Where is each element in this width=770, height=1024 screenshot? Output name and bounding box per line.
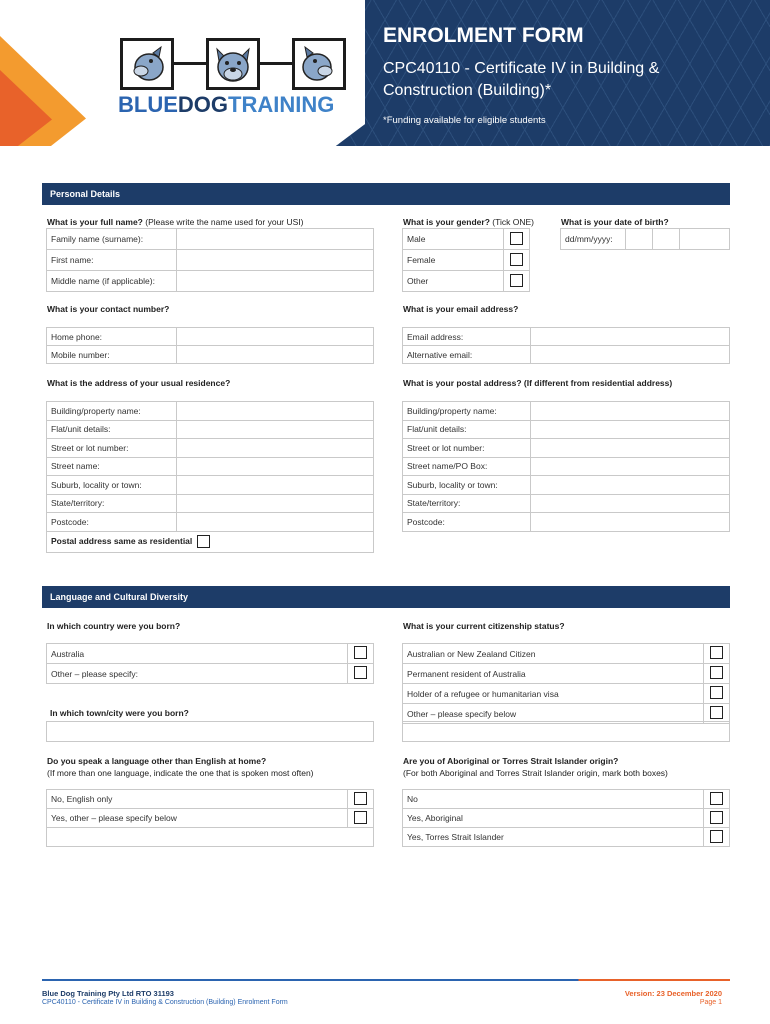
res-state-input[interactable] [177,494,374,513]
residence-table [46,401,374,553]
family-name-input[interactable] [177,229,374,250]
middle-name-input[interactable] [177,271,374,292]
post-state-label: State/territory: [403,494,531,513]
brand-dog: DOG [177,92,229,117]
question-country-born: In which country were you born? [47,621,181,631]
family-name-label: Family name (surname): [47,229,177,250]
question-email: What is your email address? [403,304,519,314]
country-australia-checkbox[interactable] [354,646,367,659]
post-suburb-label: Suburb, locality or town: [403,476,531,495]
question-town-born: In which town/city were you born? [50,708,189,718]
country-australia-label: Australia [47,644,348,664]
middle-name-label: Middle name (if applicable): [47,271,177,292]
dog-profile-right-icon [292,38,346,90]
origin-aboriginal-label: Yes, Aboriginal [403,809,704,828]
home-phone-label: Home phone: [47,328,177,346]
town-table [46,721,374,742]
post-street-name-input[interactable] [531,457,730,476]
name-table [46,228,374,292]
origin-no-checkbox[interactable] [710,792,723,805]
footer-page-number: Page 1 [699,999,722,1006]
logo-connector [260,62,292,65]
gender-other-checkbox[interactable] [510,274,523,287]
section-language-diversity: Language and Cultural Diversity [42,586,730,608]
email-table [402,327,730,364]
res-suburb-input[interactable] [177,476,374,495]
post-building-label: Building/property name: [403,402,531,421]
form-title: ENROLMENT FORM [383,24,584,47]
language-english-label: No, English only [47,790,348,809]
res-street-name-label: Street name: [47,457,177,476]
post-postcode-label: Postcode: [403,513,531,532]
mobile-label: Mobile number: [47,346,177,364]
origin-no-label: No [403,790,704,809]
citizen-au-nz-checkbox[interactable] [710,646,723,659]
country-table [46,643,374,684]
footer-doc-title: CPC40110 - Certificate IV in Building & Construction (Building) Enrolment Form [42,999,288,1006]
postal-table [402,401,730,532]
post-postcode-input[interactable] [531,513,730,532]
post-street-number-label: Street or lot number: [403,439,531,458]
question-contact: What is your contact number? [47,304,170,314]
dob-input-1[interactable] [626,229,653,250]
question-language: Do you speak a language other than English at home? [47,756,267,766]
language-table [46,789,374,847]
citizen-pr-label: Permanent resident of Australia [403,664,704,684]
first-name-label: First name: [47,250,177,271]
home-phone-input[interactable] [177,328,374,346]
question-gender: What is your gender? (Tick ONE) [403,217,534,227]
question-origin: Are you of Aboriginal or Torres Strait Islander origin? [403,756,619,766]
header-banner [0,0,770,146]
citizen-other-checkbox[interactable] [710,706,723,719]
question-postal: What is your postal address? (If different from residential address) [403,378,673,388]
citizen-refugee-checkbox[interactable] [710,686,723,699]
brand-blue: BLUE [118,92,178,117]
dog-front-icon [206,38,260,90]
town-input[interactable] [47,722,374,742]
citizenship-table [402,643,730,724]
citizen-other-label: Other – please specify below [403,704,704,724]
gender-female-label: Female [403,250,504,271]
country-other-checkbox[interactable] [354,666,367,679]
citizenship-specify-input[interactable] [403,722,730,742]
alt-email-label: Alternative email: [403,346,531,364]
language-other-label: Yes, other – please specify below [47,809,348,828]
origin-tsi-label: Yes, Torres Strait Islander [403,828,704,847]
language-english-checkbox[interactable] [354,792,367,805]
res-state-label: State/territory: [47,494,177,513]
footer-org: Blue Dog Training Pty Ltd RTO 31193 [42,989,174,998]
mobile-input[interactable] [177,346,374,364]
email-input[interactable] [531,328,730,346]
res-flat-input[interactable] [177,420,374,439]
citizen-pr-checkbox[interactable] [710,666,723,679]
citizen-au-nz-label: Australian or New Zealand Citizen [403,644,704,664]
gender-male-checkbox[interactable] [510,232,523,245]
res-street-name-input[interactable] [177,457,374,476]
gender-female-checkbox[interactable] [510,253,523,266]
question-dob: What is your date of birth? [561,217,669,227]
gender-other-label: Other [403,271,504,292]
res-suburb-label: Suburb, locality or town: [47,476,177,495]
citizen-refugee-label: Holder of a refugee or humanitarian visa [403,684,704,704]
question-residence: What is the address of your usual residence? [47,378,231,388]
first-name-input[interactable] [177,250,374,271]
section-personal-details: Personal Details [42,183,730,205]
footer-rule [42,979,730,981]
dob-table [560,228,730,250]
res-street-number-label: Street or lot number: [47,439,177,458]
post-building-input[interactable] [531,402,730,421]
post-suburb-input[interactable] [531,476,730,495]
post-state-input[interactable] [531,494,730,513]
question-language-note: (If more than one language, indicate the one that is spoken most often) [47,768,314,778]
post-street-number-input[interactable] [531,439,730,458]
dob-placeholder: dd/mm/yyyy: [561,229,626,250]
post-flat-input[interactable] [531,420,730,439]
footer-version: Version: 23 December 2020 [624,989,722,998]
alt-email-input[interactable] [531,346,730,364]
origin-aboriginal-checkbox[interactable] [710,811,723,824]
dob-input-2[interactable] [653,229,680,250]
res-street-number-input[interactable] [177,439,374,458]
origin-table [402,789,730,847]
res-building-label: Building/property name: [47,402,177,421]
funding-note: *Funding available for eligible students [383,115,546,126]
brand-training: TRAINING [228,92,335,117]
citizenship-specify-table [402,721,730,742]
origin-tsi-checkbox[interactable] [710,830,723,843]
res-postcode-input[interactable] [177,513,374,532]
course-title: CPC40110 - Certificate IV in Building & Construction (Building)* [383,60,660,99]
logo-connector [174,62,206,65]
post-flat-label: Flat/unit details: [403,420,531,439]
postal-same-row [47,531,374,552]
res-postcode-label: Postcode: [47,513,177,532]
country-other-label: Other – please specify: [47,664,348,684]
email-label: Email address: [403,328,531,346]
language-specify-input[interactable] [47,828,374,847]
postal-same-label: Postal address same as residential [51,535,193,546]
dog-profile-left-icon [120,38,174,90]
res-building-input[interactable] [177,402,374,421]
question-full-name: What is your full name? (Please write the name used for your USI) [47,217,304,227]
question-origin-note: (For both Aboriginal and Torres Strait Islander origin, mark both boxes) [403,768,668,778]
postal-same-checkbox[interactable] [197,535,210,548]
logo-dogs-icon [120,38,348,90]
question-citizenship: What is your current citizenship status? [403,621,565,631]
language-other-checkbox[interactable] [354,811,367,824]
brand-wordmark [118,92,334,118]
gender-male-label: Male [403,229,504,250]
dob-input-3[interactable] [680,229,730,250]
res-flat-label: Flat/unit details: [47,420,177,439]
contact-table [46,327,374,364]
gender-table [402,228,530,292]
post-street-name-label: Street name/PO Box: [403,457,531,476]
